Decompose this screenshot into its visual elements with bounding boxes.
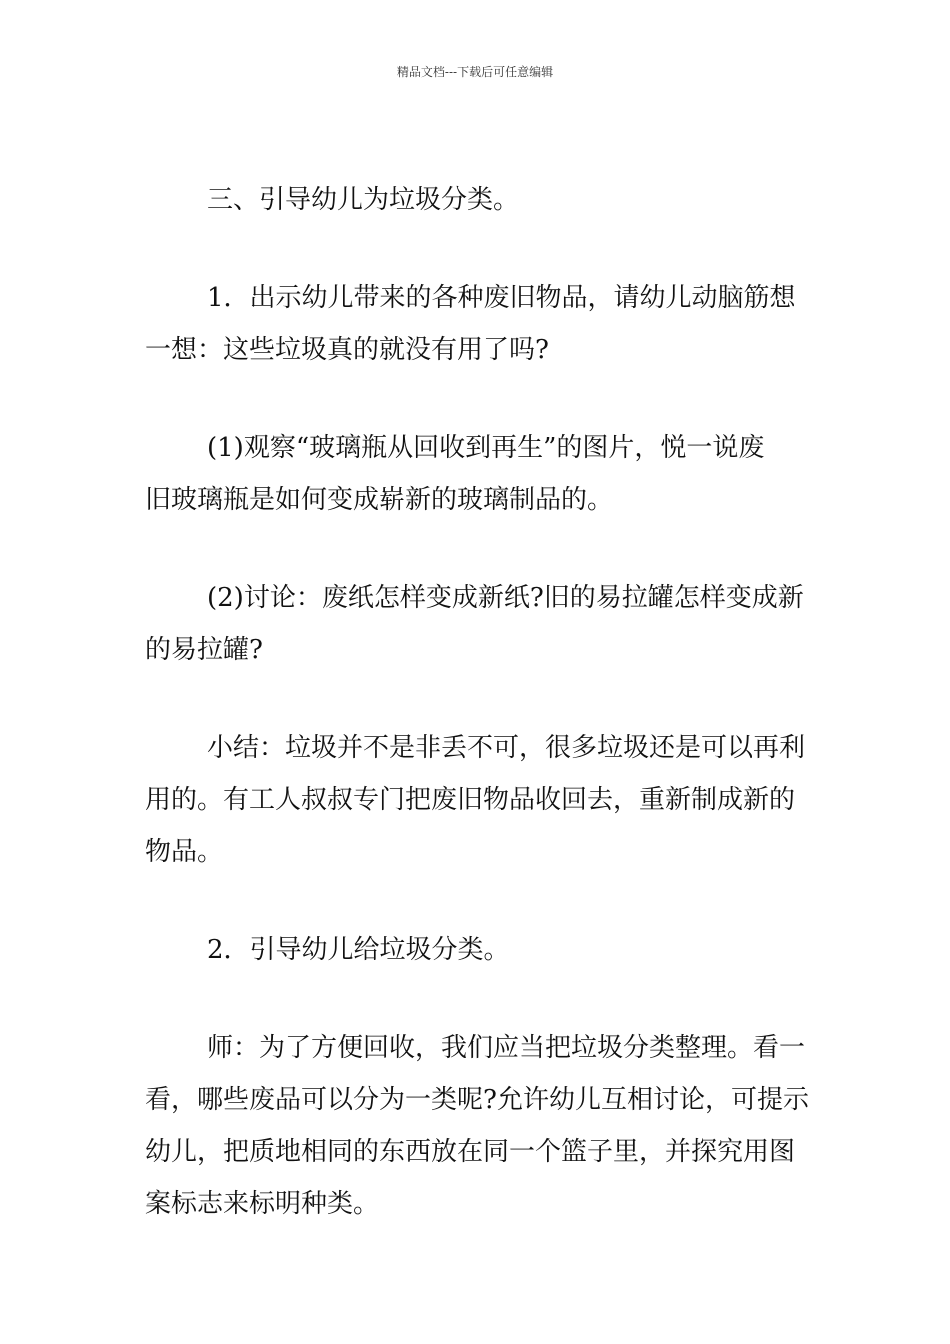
- text-line: 三、引导幼儿为垃圾分类。: [207, 185, 520, 215]
- document-body: [145, 174, 807, 1276]
- text-line: 一想：这些垃圾真的就没有用了吗?: [145, 335, 549, 365]
- text-line: 师：为了方便回收，我们应当把垃圾分类整理。看一: [207, 1033, 806, 1063]
- text-line: 用的。有工人叔叔专门把废旧物品收回去，重新制成新的: [145, 785, 796, 815]
- text-line: 案标志来标明种类。: [145, 1189, 380, 1219]
- text-line: 2．引导幼儿给垃圾分类。: [207, 935, 510, 965]
- section-heading: [145, 174, 807, 226]
- paragraph-item-1: [145, 272, 807, 376]
- paragraph-summary: [145, 722, 807, 878]
- text-line: 看，哪些废品可以分为一类呢?允许幼儿互相讨论，可提示: [145, 1085, 809, 1115]
- text-line: 的易拉罐?: [145, 635, 263, 665]
- text-line: 1．出示幼儿带来的各种废旧物品，请幼儿动脑筋想: [207, 283, 796, 313]
- text-line: 幼儿，把质地相同的东西放在同一个篮子里，并探究用图: [145, 1137, 796, 1167]
- text-line: 物品。: [145, 837, 224, 867]
- text-line: 旧玻璃瓶是如何变成崭新的玻璃制品的。: [145, 485, 614, 515]
- paragraph-item-2: [145, 924, 807, 976]
- paragraph-teacher: [145, 1022, 807, 1230]
- page-header: 精品文档---下载后可任意编辑: [396, 65, 554, 79]
- text-line: 小结：垃圾并不是非丢不可，很多垃圾还是可以再利: [207, 733, 806, 763]
- text-line: (1)观察“玻璃瓶从回收到再生”的图片，悦一说废: [207, 433, 765, 463]
- paragraph-observe: [145, 422, 807, 526]
- paragraph-discuss: [145, 572, 807, 676]
- text-line: (2)讨论：废纸怎样变成新纸?旧的易拉罐怎样变成新: [207, 583, 804, 613]
